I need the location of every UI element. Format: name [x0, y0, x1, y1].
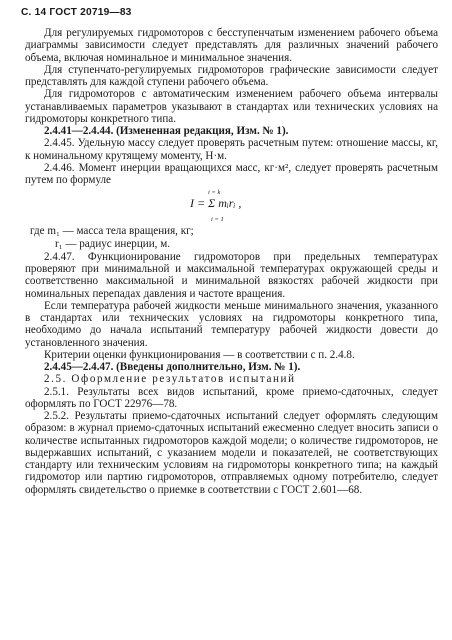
paragraph: Для гидромоторов с автоматическим изменением рабочего объема интервалы устанавливаемых параметров указывают в стандартах или технических условиях на гидромоторы конкретного типа.	[25, 88, 438, 125]
amendment-note: 2.4.41—2.4.44. (Измененная редакция, Изм. № 1).	[44, 125, 289, 137]
paragraph: Критерии оценки функционирования — в соответствии с п. 2.4.8.	[44, 348, 355, 361]
formula-expression: I = Σ mᵢrᵢ ,	[190, 196, 242, 211]
paragraph: Если температура рабочей жидкости меньше минимального значения, указанного в стандартах или технических условиях на гидромоторы конкретного типа, необходимо до начала испытаний температуру рабочей жидкости довести до установленного значения.	[25, 299, 438, 349]
section-heading: 2.5. Оформление результатов испытаний	[44, 373, 296, 386]
formula-legend-radius: r₁ — радиус инерции, м.	[55, 237, 170, 250]
inertia-formula	[25, 188, 438, 222]
sum-lower-limit: i = 1	[211, 216, 224, 224]
formula-legend-mass: где m₁ — масса тела вращения, кг;	[30, 225, 194, 238]
paragraph: Для регулируемых гидромоторов с бесступенчатым изменением рабочего объема диаграммы зависимости следует представлять для различных значений рабочего объема, включая номинальное и минимальное значения.	[25, 27, 438, 64]
paragraph: 2.5.2. Результаты приемо-сдаточных испытаний следует оформлять следующим образом: в журнал приемо-сдаточных испытаний ежесменно следует вносить записи о количестве испытанных гидромоторов каждой модели; о количестве гидромоторов, не выдержавших испытаний, с указанием модели и показателей, не соответствующих стандарту или техническим условиям на гидромоторы конкретного типа; на каждый гидромотор или партию гидромоторов, отправляемых одному потребителю, следует оформлять свидетельство о приемке в соответствии с ГОСТ 2.601—68.	[25, 410, 438, 496]
sum-upper-limit: i = k	[208, 189, 221, 197]
paragraph: Для ступенчато-регулируемых гидромоторов графические зависимости следует представлять для каждой ступени рабочего объема.	[25, 63, 438, 88]
paragraph: 2.4.46. Момент инерции вращающихся масс, кг·м², следует проверять расчетным путем по формуле	[25, 161, 438, 186]
page-header: С. 14 ГОСТ 20719—83	[21, 7, 132, 18]
paragraph: 2.4.45. Удельную массу следует проверять расчетным путем: отношение массы, кг, к номинальному крутящему моменту, Н·м.	[25, 137, 438, 162]
amendment-note: 2.4.45—2.4.47. (Введены дополнительно, Изм. № 1).	[44, 361, 301, 373]
document-body	[25, 27, 438, 496]
paragraph: 2.5.1. Результаты всех видов испытаний, кроме приемо-сдаточных, следует оформлять по ГОСТ 22976—78.	[25, 385, 438, 410]
paragraph: 2.4.47. Функционирование гидромоторов при предельных температурах проверяют при минимальной и максимальной температурах окружающей среды и соответственно максимальной и минимальной вязкостях рабочей жидкости при номинальных перепадах давления и частоте вращения.	[25, 250, 438, 300]
